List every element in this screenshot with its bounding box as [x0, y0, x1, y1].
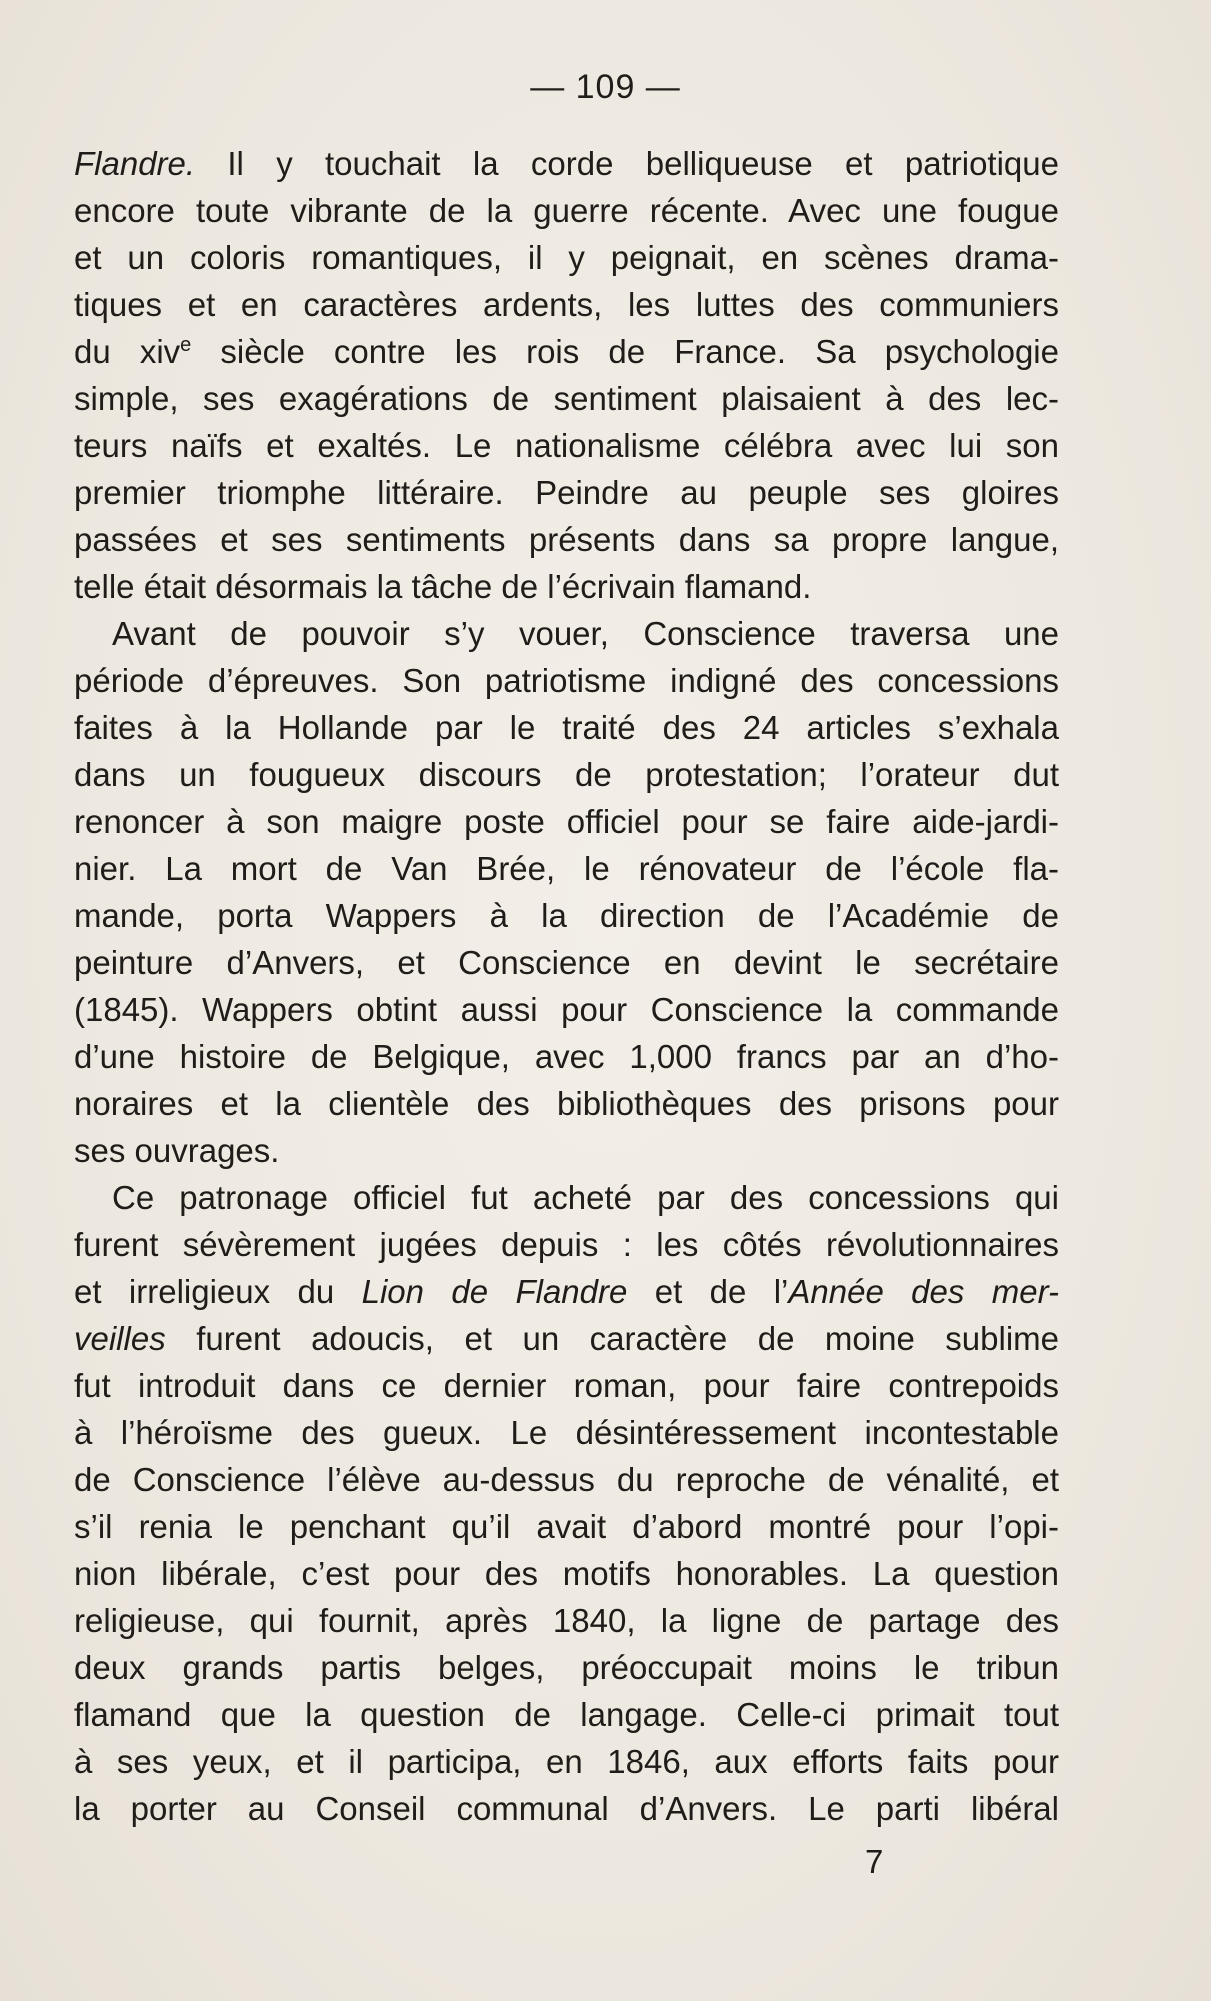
- page-number: — 109 —: [530, 68, 681, 106]
- text-line: [74, 986, 1059, 1033]
- text-run: période d’épreuves. Son patriotisme indigné des concessions: [74, 662, 1059, 699]
- text-run: encore toute vibrante de la guerre récente. Avec une fougue: [74, 192, 1059, 229]
- text-line: [74, 469, 1059, 516]
- text-line: [74, 422, 1059, 469]
- text-run: siècle contre les rois de France. Sa psychologie: [191, 333, 1059, 370]
- text-line: [74, 845, 1059, 892]
- text-run: la porter au Conseil communal d’Anvers. Le parti libéral: [74, 1790, 1059, 1827]
- text-line: [74, 798, 1059, 845]
- text-run: religieuse, qui fournit, après 1840, la ligne de partage des: [74, 1602, 1059, 1639]
- text-run: furent adoucis, et un caractère de moine sublime: [165, 1320, 1059, 1357]
- text-line: [74, 1644, 1059, 1691]
- text-line: [74, 234, 1059, 281]
- text-line: [74, 751, 1059, 798]
- text-line: [74, 1503, 1059, 1550]
- signature-mark: 7: [865, 1843, 884, 1880]
- italic-text: veilles: [74, 1320, 166, 1357]
- text-run: (1845). Wappers obtint aussi pour Conscience la commande: [74, 991, 1059, 1028]
- text-line: [74, 375, 1059, 422]
- text-run: s’il renia le penchant qu’il avait d’abord montré pour l’opi-: [74, 1508, 1059, 1545]
- text-line: [74, 610, 1059, 657]
- text-run: premier triomphe littéraire. Peindre au peuple ses gloires: [74, 474, 1059, 511]
- text-run: faites à la Hollande par le traité des 24 articles s’exhala: [74, 709, 1059, 746]
- text-line: [74, 140, 1059, 187]
- text-line: [74, 1268, 1059, 1315]
- text-run: nion libérale, c’est pour des motifs honorables. La question: [74, 1555, 1059, 1592]
- text-line: [74, 1315, 1059, 1362]
- text-line: [74, 1597, 1059, 1644]
- text-run: e: [180, 334, 192, 356]
- text-run: flamand que la question de langage. Celle-ci primait tout: [74, 1696, 1059, 1733]
- text-line: [74, 1409, 1059, 1456]
- text-run: teurs naïfs et exaltés. Le nationalisme célébra avec lui son: [74, 427, 1059, 464]
- text-line: [74, 1127, 1059, 1174]
- text-run: furent sévèrement jugées depuis : les côtés révolutionnaires: [74, 1226, 1059, 1263]
- text-run: d’une histoire de Belgique, avec 1,000 francs par an d’ho-: [74, 1038, 1059, 1075]
- text-line: [74, 1456, 1059, 1503]
- text-run: renoncer à son maigre poste officiel pour se faire aide-jardi-: [74, 803, 1059, 840]
- text-line: [74, 187, 1059, 234]
- text-line: [74, 563, 1059, 610]
- text-run: simple, ses exagérations de sentiment plaisaient à des lec-: [74, 380, 1059, 417]
- text-run: fut introduit dans ce dernier roman, pour faire contrepoids: [74, 1367, 1059, 1404]
- text-line: [74, 704, 1059, 751]
- text-line: [74, 1785, 1059, 1832]
- text-line: [74, 1550, 1059, 1597]
- text-line: [74, 1691, 1059, 1738]
- text-line: [74, 1738, 1059, 1785]
- text-line: [74, 1080, 1059, 1127]
- text-line: [74, 1221, 1059, 1268]
- text-line: [74, 281, 1059, 328]
- body-text: [74, 140, 1059, 1832]
- text-line: [74, 1174, 1059, 1221]
- text-run: nier. La mort de Van Brée, le rénovateur de l’école fla-: [74, 850, 1059, 887]
- text-line: [74, 892, 1059, 939]
- text-run: passées et ses sentiments présents dans sa propre langue,: [74, 521, 1059, 558]
- text-run: telle était désormais la tâche de l’écrivain flamand.: [74, 568, 812, 605]
- text-run: Ce patronage officiel fut acheté par des concessions qui: [112, 1179, 1059, 1216]
- text-run: Avant de pouvoir s’y vouer, Conscience traversa une: [112, 615, 1059, 652]
- text-run: de Conscience l’élève au-dessus du reproche de vénalité, et: [74, 1461, 1059, 1498]
- text-run: et un coloris romantiques, il y peignait, en scènes drama-: [74, 239, 1059, 276]
- text-run: ses ouvrages.: [74, 1132, 280, 1169]
- text-line: [74, 1033, 1059, 1080]
- text-line: [74, 1362, 1059, 1409]
- text-run: et de l’: [627, 1273, 789, 1310]
- italic-text: Année des mer-: [788, 1273, 1059, 1310]
- text-line: [74, 516, 1059, 563]
- text-line: [74, 939, 1059, 986]
- text-run: du xiv: [74, 333, 181, 370]
- text-line: [74, 657, 1059, 704]
- text-run: dans un fougueux discours de protestation; l’orateur dut: [74, 756, 1059, 793]
- text-run: à ses yeux, et il participa, en 1846, aux efforts faits pour: [74, 1743, 1059, 1780]
- text-run: tiques et en caractères ardents, les luttes des communiers: [74, 286, 1059, 323]
- italic-text: Flandre.: [74, 145, 196, 182]
- text-run: et irreligieux du: [74, 1273, 362, 1310]
- text-run: peinture d’Anvers, et Conscience en devint le secrétaire: [74, 944, 1059, 981]
- text-run: Il y touchait la corde belliqueuse et patriotique: [195, 145, 1059, 182]
- text-run: à l’héroïsme des gueux. Le désintéressement incontestable: [74, 1414, 1059, 1451]
- text-run: mande, porta Wappers à la direction de l’Académie de: [74, 897, 1059, 934]
- text-line: [74, 328, 1059, 375]
- italic-text: Lion de Flandre: [361, 1273, 628, 1310]
- text-run: deux grands partis belges, préoccupait moins le tribun: [74, 1649, 1059, 1686]
- text-run: noraires et la clientèle des bibliothèques des prisons pour: [74, 1085, 1059, 1122]
